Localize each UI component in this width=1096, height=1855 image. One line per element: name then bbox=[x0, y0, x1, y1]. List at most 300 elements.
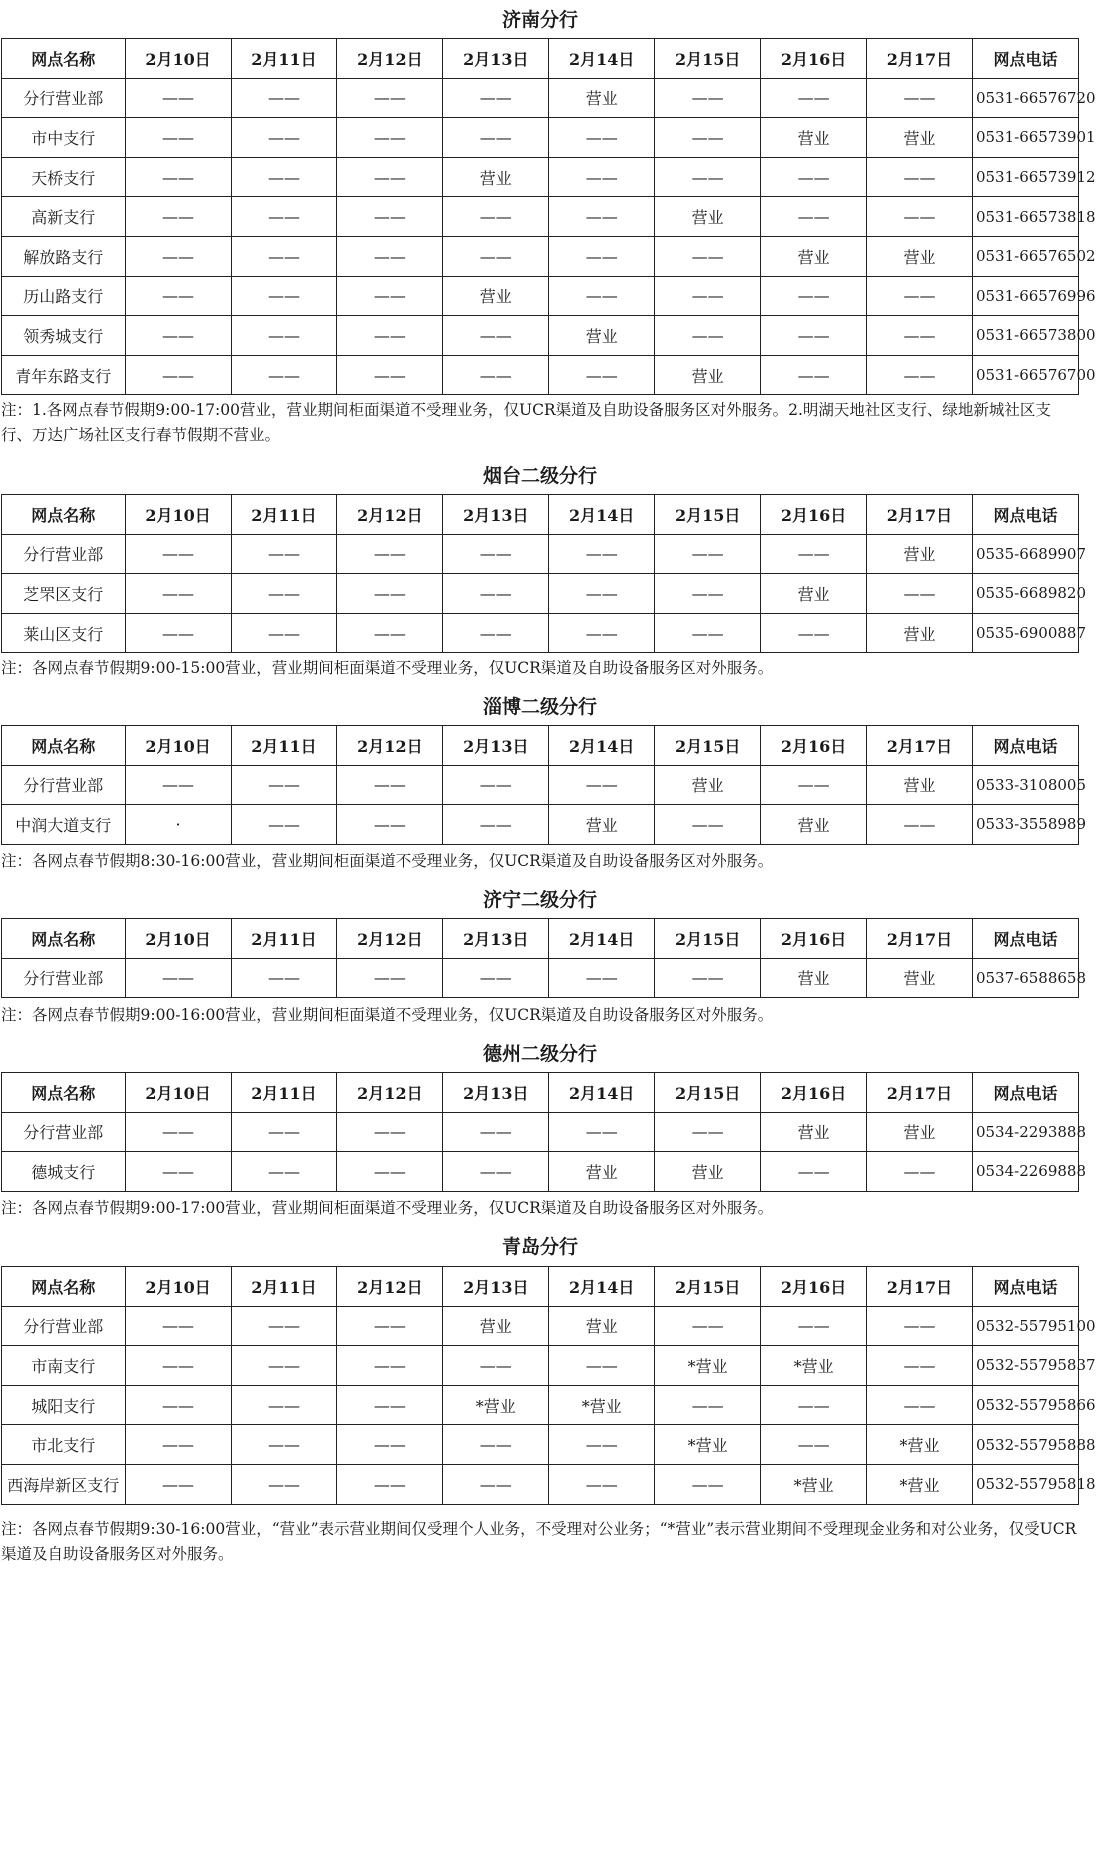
branch-name-cell: 分行营业部 bbox=[2, 765, 126, 805]
phone-cell: 0531-66573818 bbox=[972, 197, 1078, 237]
header-date: 2月15日 bbox=[655, 495, 761, 535]
header-date: 2月10日 bbox=[125, 1267, 231, 1307]
status-cell: —— bbox=[867, 316, 973, 356]
status-cell: —— bbox=[231, 765, 337, 805]
status-cell: *营业 bbox=[655, 1346, 761, 1386]
table-row bbox=[2, 1385, 1079, 1425]
table-row bbox=[2, 276, 1079, 316]
section-title: 济宁二级分行 bbox=[482, 889, 597, 911]
phone-cell: 0537-6588658 bbox=[972, 958, 1078, 998]
status-cell: —— bbox=[443, 1112, 549, 1152]
schedule-table bbox=[1, 1072, 1086, 1192]
status-cell: —— bbox=[549, 1425, 655, 1465]
status-cell: —— bbox=[655, 236, 761, 276]
branch-name-cell: 分行营业部 bbox=[2, 958, 126, 998]
status-cell: —— bbox=[761, 276, 867, 316]
branch-name-cell: 历山路支行 bbox=[2, 276, 126, 316]
status-cell: —— bbox=[231, 574, 337, 614]
header-date: 2月15日 bbox=[655, 39, 761, 79]
status-cell: —— bbox=[443, 765, 549, 805]
status-cell: —— bbox=[337, 1346, 443, 1386]
status-cell: —— bbox=[443, 534, 549, 574]
branch-name-cell: 西海岸新区支行 bbox=[2, 1464, 126, 1504]
table-row bbox=[2, 1306, 1079, 1346]
table-header-row bbox=[2, 919, 1079, 959]
header-date: 2月13日 bbox=[443, 919, 549, 959]
status-cell: —— bbox=[549, 1464, 655, 1504]
status-cell: —— bbox=[655, 157, 761, 197]
status-cell: —— bbox=[231, 1306, 337, 1346]
status-cell: —— bbox=[337, 958, 443, 998]
header-branch-name: 网点名称 bbox=[2, 726, 126, 766]
table-row bbox=[2, 534, 1079, 574]
status-cell: *营业 bbox=[549, 1385, 655, 1425]
status-cell: —— bbox=[443, 958, 549, 998]
status-cell: —— bbox=[125, 1152, 231, 1192]
section-note: 注：各网点春节假期9:30-16:00营业，“营业”表示营业期间仅受理个人业务，不受理对公业务；“*营业”表示营业期间不受理现金业务和对公业务，仅受UCR渠道及自助设备服务区对外服务。 bbox=[1, 1520, 1077, 1563]
header-date: 2月14日 bbox=[549, 919, 655, 959]
status-cell: 营业 bbox=[655, 197, 761, 237]
header-branch-name: 网点名称 bbox=[2, 495, 126, 535]
header-branch-name: 网点名称 bbox=[2, 1073, 126, 1113]
status-cell: 营业 bbox=[867, 613, 973, 653]
status-cell: —— bbox=[761, 613, 867, 653]
header-date: 2月10日 bbox=[125, 39, 231, 79]
status-cell: 营业 bbox=[761, 805, 867, 845]
status-cell: —— bbox=[125, 157, 231, 197]
status-cell: 营业 bbox=[443, 276, 549, 316]
status-cell: —— bbox=[337, 765, 443, 805]
header-date: 2月14日 bbox=[549, 39, 655, 79]
status-cell: —— bbox=[761, 1385, 867, 1425]
header-branch-name: 网点名称 bbox=[2, 39, 126, 79]
status-cell: —— bbox=[125, 1306, 231, 1346]
branch-name-cell: 解放路支行 bbox=[2, 236, 126, 276]
header-date: 2月13日 bbox=[443, 495, 549, 535]
status-cell: —— bbox=[655, 1112, 761, 1152]
table-row bbox=[2, 1112, 1079, 1152]
header-date: 2月12日 bbox=[337, 39, 443, 79]
header-date: 2月10日 bbox=[125, 495, 231, 535]
status-cell: *营业 bbox=[655, 1425, 761, 1465]
table-row bbox=[2, 805, 1079, 845]
table-row bbox=[2, 236, 1079, 276]
status-cell: —— bbox=[337, 316, 443, 356]
status-cell: —— bbox=[655, 276, 761, 316]
status-cell: —— bbox=[443, 78, 549, 118]
table-header-row bbox=[2, 1073, 1079, 1113]
header-date: 2月10日 bbox=[125, 1073, 231, 1113]
status-cell: —— bbox=[337, 805, 443, 845]
phone-cell: 0531-66576996 bbox=[972, 276, 1078, 316]
header-date: 2月15日 bbox=[655, 1267, 761, 1307]
header-date: 2月10日 bbox=[125, 919, 231, 959]
header-phone: 网点电话 bbox=[972, 39, 1078, 79]
status-cell: —— bbox=[231, 1425, 337, 1465]
header-date: 2月16日 bbox=[761, 1073, 867, 1113]
phone-cell: 0535-6900887 bbox=[972, 613, 1078, 653]
status-cell: —— bbox=[867, 574, 973, 614]
status-cell: —— bbox=[337, 1152, 443, 1192]
branch-name-cell: 青年东路支行 bbox=[2, 355, 126, 395]
table-row bbox=[2, 1464, 1079, 1504]
header-date: 2月16日 bbox=[761, 919, 867, 959]
phone-cell: 0531-66573901 bbox=[972, 118, 1078, 158]
header-date: 2月13日 bbox=[443, 1267, 549, 1307]
header-date: 2月17日 bbox=[867, 1267, 973, 1307]
status-cell: 营业 bbox=[761, 236, 867, 276]
header-date: 2月15日 bbox=[655, 919, 761, 959]
status-cell: —— bbox=[337, 1385, 443, 1425]
table-header-row bbox=[2, 39, 1079, 79]
section-note: 注：各网点春节假期9:00-15:00营业，营业期间柜面渠道不受理业务，仅UCR渠道及自助设备服务区对外服务。 bbox=[1, 659, 774, 677]
status-cell: —— bbox=[867, 1346, 973, 1386]
status-cell: 营业 bbox=[655, 765, 761, 805]
phone-cell: 0531-66573912 bbox=[972, 157, 1078, 197]
table-row bbox=[2, 574, 1079, 614]
status-cell: —— bbox=[761, 1425, 867, 1465]
table-header-row bbox=[2, 495, 1079, 535]
header-date: 2月16日 bbox=[761, 39, 867, 79]
status-cell: 营业 bbox=[761, 574, 867, 614]
status-cell: 营业 bbox=[867, 765, 973, 805]
status-cell: —— bbox=[443, 574, 549, 614]
status-cell: —— bbox=[125, 1346, 231, 1386]
status-cell: —— bbox=[337, 1464, 443, 1504]
status-cell: —— bbox=[549, 236, 655, 276]
status-cell: —— bbox=[337, 1306, 443, 1346]
status-cell: *营业 bbox=[761, 1346, 867, 1386]
status-cell: —— bbox=[655, 958, 761, 998]
phone-cell: 0532-55795100 bbox=[972, 1306, 1078, 1346]
phone-cell: 0532-55795818 bbox=[972, 1464, 1078, 1504]
status-cell: —— bbox=[125, 534, 231, 574]
status-cell: —— bbox=[125, 78, 231, 118]
table-row bbox=[2, 355, 1079, 395]
status-cell: —— bbox=[761, 1306, 867, 1346]
section-title: 青岛分行 bbox=[501, 1236, 578, 1258]
branch-name-cell: 德城支行 bbox=[2, 1152, 126, 1192]
status-cell: —— bbox=[443, 613, 549, 653]
status-cell: 营业 bbox=[867, 1112, 973, 1152]
status-cell: —— bbox=[231, 355, 337, 395]
status-cell: —— bbox=[125, 276, 231, 316]
section-title: 济南分行 bbox=[501, 9, 578, 31]
status-cell: —— bbox=[655, 574, 761, 614]
table-row bbox=[2, 1152, 1079, 1192]
status-cell: 营业 bbox=[549, 1152, 655, 1192]
status-cell: —— bbox=[761, 197, 867, 237]
phone-cell: 0531-66576700 bbox=[972, 355, 1078, 395]
branch-name-cell: 莱山区支行 bbox=[2, 613, 126, 653]
status-cell: —— bbox=[549, 118, 655, 158]
phone-cell: 0534-2293888 bbox=[972, 1112, 1078, 1152]
status-cell: —— bbox=[443, 316, 549, 356]
status-cell: —— bbox=[761, 355, 867, 395]
status-cell: —— bbox=[231, 78, 337, 118]
header-date: 2月17日 bbox=[867, 39, 973, 79]
status-cell: —— bbox=[337, 78, 443, 118]
phone-cell: 0532-55795888 bbox=[972, 1425, 1078, 1465]
header-date: 2月10日 bbox=[125, 726, 231, 766]
header-date: 2月11日 bbox=[231, 919, 337, 959]
status-cell: *营业 bbox=[443, 1385, 549, 1425]
status-cell: 营业 bbox=[867, 534, 973, 574]
header-date: 2月11日 bbox=[231, 495, 337, 535]
status-cell: —— bbox=[761, 534, 867, 574]
status-cell: —— bbox=[867, 805, 973, 845]
status-cell: —— bbox=[231, 613, 337, 653]
status-cell: —— bbox=[125, 355, 231, 395]
status-cell: —— bbox=[761, 765, 867, 805]
status-cell: —— bbox=[125, 1112, 231, 1152]
header-phone: 网点电话 bbox=[972, 726, 1078, 766]
header-date: 2月12日 bbox=[337, 1073, 443, 1113]
status-cell: —— bbox=[337, 574, 443, 614]
schedule-table bbox=[1, 918, 1086, 998]
status-cell: —— bbox=[231, 534, 337, 574]
status-cell: —— bbox=[549, 1112, 655, 1152]
status-cell: —— bbox=[231, 958, 337, 998]
phone-cell: 0533-3108005 bbox=[972, 765, 1078, 805]
branch-name-cell: 高新支行 bbox=[2, 197, 126, 237]
table-row bbox=[2, 1346, 1079, 1386]
header-date: 2月14日 bbox=[549, 495, 655, 535]
header-phone: 网点电话 bbox=[972, 1073, 1078, 1113]
status-cell: 营业 bbox=[549, 316, 655, 356]
status-cell: —— bbox=[549, 613, 655, 653]
status-cell: —— bbox=[867, 157, 973, 197]
header-date: 2月13日 bbox=[443, 1073, 549, 1113]
status-cell: —— bbox=[549, 157, 655, 197]
status-cell: —— bbox=[549, 958, 655, 998]
schedule-table bbox=[1, 38, 1096, 395]
status-cell: 营业 bbox=[761, 958, 867, 998]
status-cell: —— bbox=[655, 1385, 761, 1425]
status-cell: —— bbox=[443, 355, 549, 395]
status-cell: 营业 bbox=[549, 1306, 655, 1346]
status-cell: —— bbox=[867, 276, 973, 316]
status-cell: —— bbox=[337, 355, 443, 395]
header-date: 2月11日 bbox=[231, 39, 337, 79]
status-cell: —— bbox=[337, 534, 443, 574]
header-date: 2月12日 bbox=[337, 495, 443, 535]
status-cell: —— bbox=[867, 1306, 973, 1346]
header-date: 2月16日 bbox=[761, 726, 867, 766]
status-cell: —— bbox=[549, 765, 655, 805]
table-header-row bbox=[2, 726, 1079, 766]
status-cell: —— bbox=[125, 1425, 231, 1465]
phone-cell: 0531-66576720 bbox=[972, 78, 1078, 118]
status-cell: —— bbox=[125, 613, 231, 653]
header-date: 2月13日 bbox=[443, 726, 549, 766]
status-cell: —— bbox=[231, 1385, 337, 1425]
status-cell: · bbox=[125, 805, 231, 845]
status-cell: 营业 bbox=[867, 958, 973, 998]
status-cell: —— bbox=[549, 276, 655, 316]
phone-cell: 0534-2269888 bbox=[972, 1152, 1078, 1192]
status-cell: *营业 bbox=[867, 1425, 973, 1465]
status-cell: —— bbox=[867, 197, 973, 237]
status-cell: —— bbox=[655, 118, 761, 158]
status-cell: —— bbox=[655, 78, 761, 118]
status-cell: 营业 bbox=[549, 78, 655, 118]
header-date: 2月16日 bbox=[761, 1267, 867, 1307]
phone-cell: 0531-66573800 bbox=[972, 316, 1078, 356]
table-row bbox=[2, 1425, 1079, 1465]
header-phone: 网点电话 bbox=[972, 495, 1078, 535]
status-cell: —— bbox=[655, 1306, 761, 1346]
status-cell: —— bbox=[761, 1152, 867, 1192]
status-cell: —— bbox=[549, 197, 655, 237]
status-cell: 营业 bbox=[761, 118, 867, 158]
status-cell: —— bbox=[337, 118, 443, 158]
schedule-table bbox=[1, 1266, 1096, 1505]
section-title: 德州二级分行 bbox=[482, 1043, 597, 1065]
table-row bbox=[2, 157, 1079, 197]
header-date: 2月12日 bbox=[337, 919, 443, 959]
status-cell: —— bbox=[443, 118, 549, 158]
branch-name-cell: 城阳支行 bbox=[2, 1385, 126, 1425]
branch-name-cell: 分行营业部 bbox=[2, 78, 126, 118]
branch-name-cell: 市中支行 bbox=[2, 118, 126, 158]
header-branch-name: 网点名称 bbox=[2, 919, 126, 959]
status-cell: —— bbox=[231, 197, 337, 237]
status-cell: —— bbox=[231, 316, 337, 356]
phone-cell: 0532-55795837 bbox=[972, 1346, 1078, 1386]
branch-name-cell: 市北支行 bbox=[2, 1425, 126, 1465]
table-row bbox=[2, 613, 1079, 653]
status-cell: —— bbox=[443, 805, 549, 845]
status-cell: —— bbox=[761, 316, 867, 356]
phone-cell: 0535-6689820 bbox=[972, 574, 1078, 614]
status-cell: —— bbox=[549, 355, 655, 395]
status-cell: —— bbox=[231, 1112, 337, 1152]
status-cell: —— bbox=[125, 1464, 231, 1504]
table-header-row bbox=[2, 1267, 1079, 1307]
header-date: 2月11日 bbox=[231, 1267, 337, 1307]
header-date: 2月14日 bbox=[549, 726, 655, 766]
phone-cell: 0533-3558989 bbox=[972, 805, 1078, 845]
branch-name-cell: 分行营业部 bbox=[2, 1112, 126, 1152]
section-note: 注：各网点春节假期9:00-16:00营业，营业期间柜面渠道不受理业务，仅UCR渠道及自助设备服务区对外服务。 bbox=[1, 1006, 774, 1024]
status-cell: —— bbox=[443, 1346, 549, 1386]
status-cell: —— bbox=[337, 613, 443, 653]
status-cell: 营业 bbox=[443, 157, 549, 197]
status-cell: —— bbox=[443, 1464, 549, 1504]
status-cell: —— bbox=[231, 1346, 337, 1386]
status-cell: 营业 bbox=[655, 355, 761, 395]
table-row bbox=[2, 197, 1079, 237]
status-cell: —— bbox=[125, 765, 231, 805]
phone-cell: 0535-6689907 bbox=[972, 534, 1078, 574]
status-cell: —— bbox=[761, 157, 867, 197]
header-date: 2月14日 bbox=[549, 1073, 655, 1113]
branch-name-cell: 领秀城支行 bbox=[2, 316, 126, 356]
section-note: 注：1.各网点春节假期9:00-17:00营业，营业期间柜面渠道不受理业务，仅UCR渠道及自助设备服务区对外服务。2.明湖天地社区支行、绿地新城社区支行、万达广场社区支行春节假期不营业。 bbox=[1, 401, 1051, 444]
table-row bbox=[2, 118, 1079, 158]
status-cell: —— bbox=[125, 316, 231, 356]
status-cell: —— bbox=[231, 276, 337, 316]
phone-cell: 0531-66576502 bbox=[972, 236, 1078, 276]
status-cell: —— bbox=[231, 118, 337, 158]
header-date: 2月17日 bbox=[867, 919, 973, 959]
branch-name-cell: 分行营业部 bbox=[2, 534, 126, 574]
table-row bbox=[2, 316, 1079, 356]
header-date: 2月17日 bbox=[867, 495, 973, 535]
table-row bbox=[2, 78, 1079, 118]
header-date: 2月12日 bbox=[337, 726, 443, 766]
status-cell: —— bbox=[337, 1425, 443, 1465]
header-branch-name: 网点名称 bbox=[2, 1267, 126, 1307]
status-cell: —— bbox=[231, 1464, 337, 1504]
status-cell: —— bbox=[125, 574, 231, 614]
table-row bbox=[2, 765, 1079, 805]
status-cell: —— bbox=[125, 236, 231, 276]
status-cell: —— bbox=[337, 276, 443, 316]
status-cell: —— bbox=[231, 1152, 337, 1192]
branch-name-cell: 芝罘区支行 bbox=[2, 574, 126, 614]
header-date: 2月17日 bbox=[867, 726, 973, 766]
status-cell: —— bbox=[549, 1346, 655, 1386]
status-cell: —— bbox=[443, 197, 549, 237]
status-cell: —— bbox=[655, 805, 761, 845]
section-title: 烟台二级分行 bbox=[482, 465, 597, 487]
branch-name-cell: 市南支行 bbox=[2, 1346, 126, 1386]
status-cell: —— bbox=[549, 574, 655, 614]
status-cell: —— bbox=[761, 78, 867, 118]
status-cell: —— bbox=[655, 1464, 761, 1504]
status-cell: —— bbox=[867, 1385, 973, 1425]
header-date: 2月12日 bbox=[337, 1267, 443, 1307]
status-cell: —— bbox=[125, 1385, 231, 1425]
status-cell: 营业 bbox=[549, 805, 655, 845]
status-cell: —— bbox=[125, 197, 231, 237]
branch-name-cell: 分行营业部 bbox=[2, 1306, 126, 1346]
status-cell: —— bbox=[867, 1152, 973, 1192]
header-phone: 网点电话 bbox=[972, 1267, 1078, 1307]
status-cell: 营业 bbox=[867, 118, 973, 158]
status-cell: —— bbox=[231, 157, 337, 197]
phone-cell: 0532-55795866 bbox=[972, 1385, 1078, 1425]
header-date: 2月17日 bbox=[867, 1073, 973, 1113]
status-cell: 营业 bbox=[867, 236, 973, 276]
status-cell: —— bbox=[655, 316, 761, 356]
status-cell: —— bbox=[231, 805, 337, 845]
section-note: 注：各网点春节假期9:00-17:00营业，营业期间柜面渠道不受理业务，仅UCR渠道及自助设备服务区对外服务。 bbox=[1, 1199, 774, 1217]
schedule-table bbox=[1, 494, 1086, 653]
header-date: 2月15日 bbox=[655, 726, 761, 766]
status-cell: —— bbox=[867, 78, 973, 118]
status-cell: 营业 bbox=[761, 1112, 867, 1152]
header-date: 2月11日 bbox=[231, 1073, 337, 1113]
section-title: 淄博二级分行 bbox=[482, 696, 597, 718]
status-cell: —— bbox=[337, 157, 443, 197]
branch-name-cell: 中润大道支行 bbox=[2, 805, 126, 845]
status-cell: —— bbox=[443, 236, 549, 276]
status-cell: —— bbox=[231, 236, 337, 276]
status-cell: —— bbox=[549, 534, 655, 574]
header-date: 2月14日 bbox=[549, 1267, 655, 1307]
status-cell: *营业 bbox=[867, 1464, 973, 1504]
header-date: 2月15日 bbox=[655, 1073, 761, 1113]
branch-name-cell: 天桥支行 bbox=[2, 157, 126, 197]
status-cell: —— bbox=[443, 1425, 549, 1465]
header-date: 2月16日 bbox=[761, 495, 867, 535]
table-row bbox=[2, 958, 1079, 998]
status-cell: —— bbox=[655, 534, 761, 574]
status-cell: —— bbox=[443, 1152, 549, 1192]
